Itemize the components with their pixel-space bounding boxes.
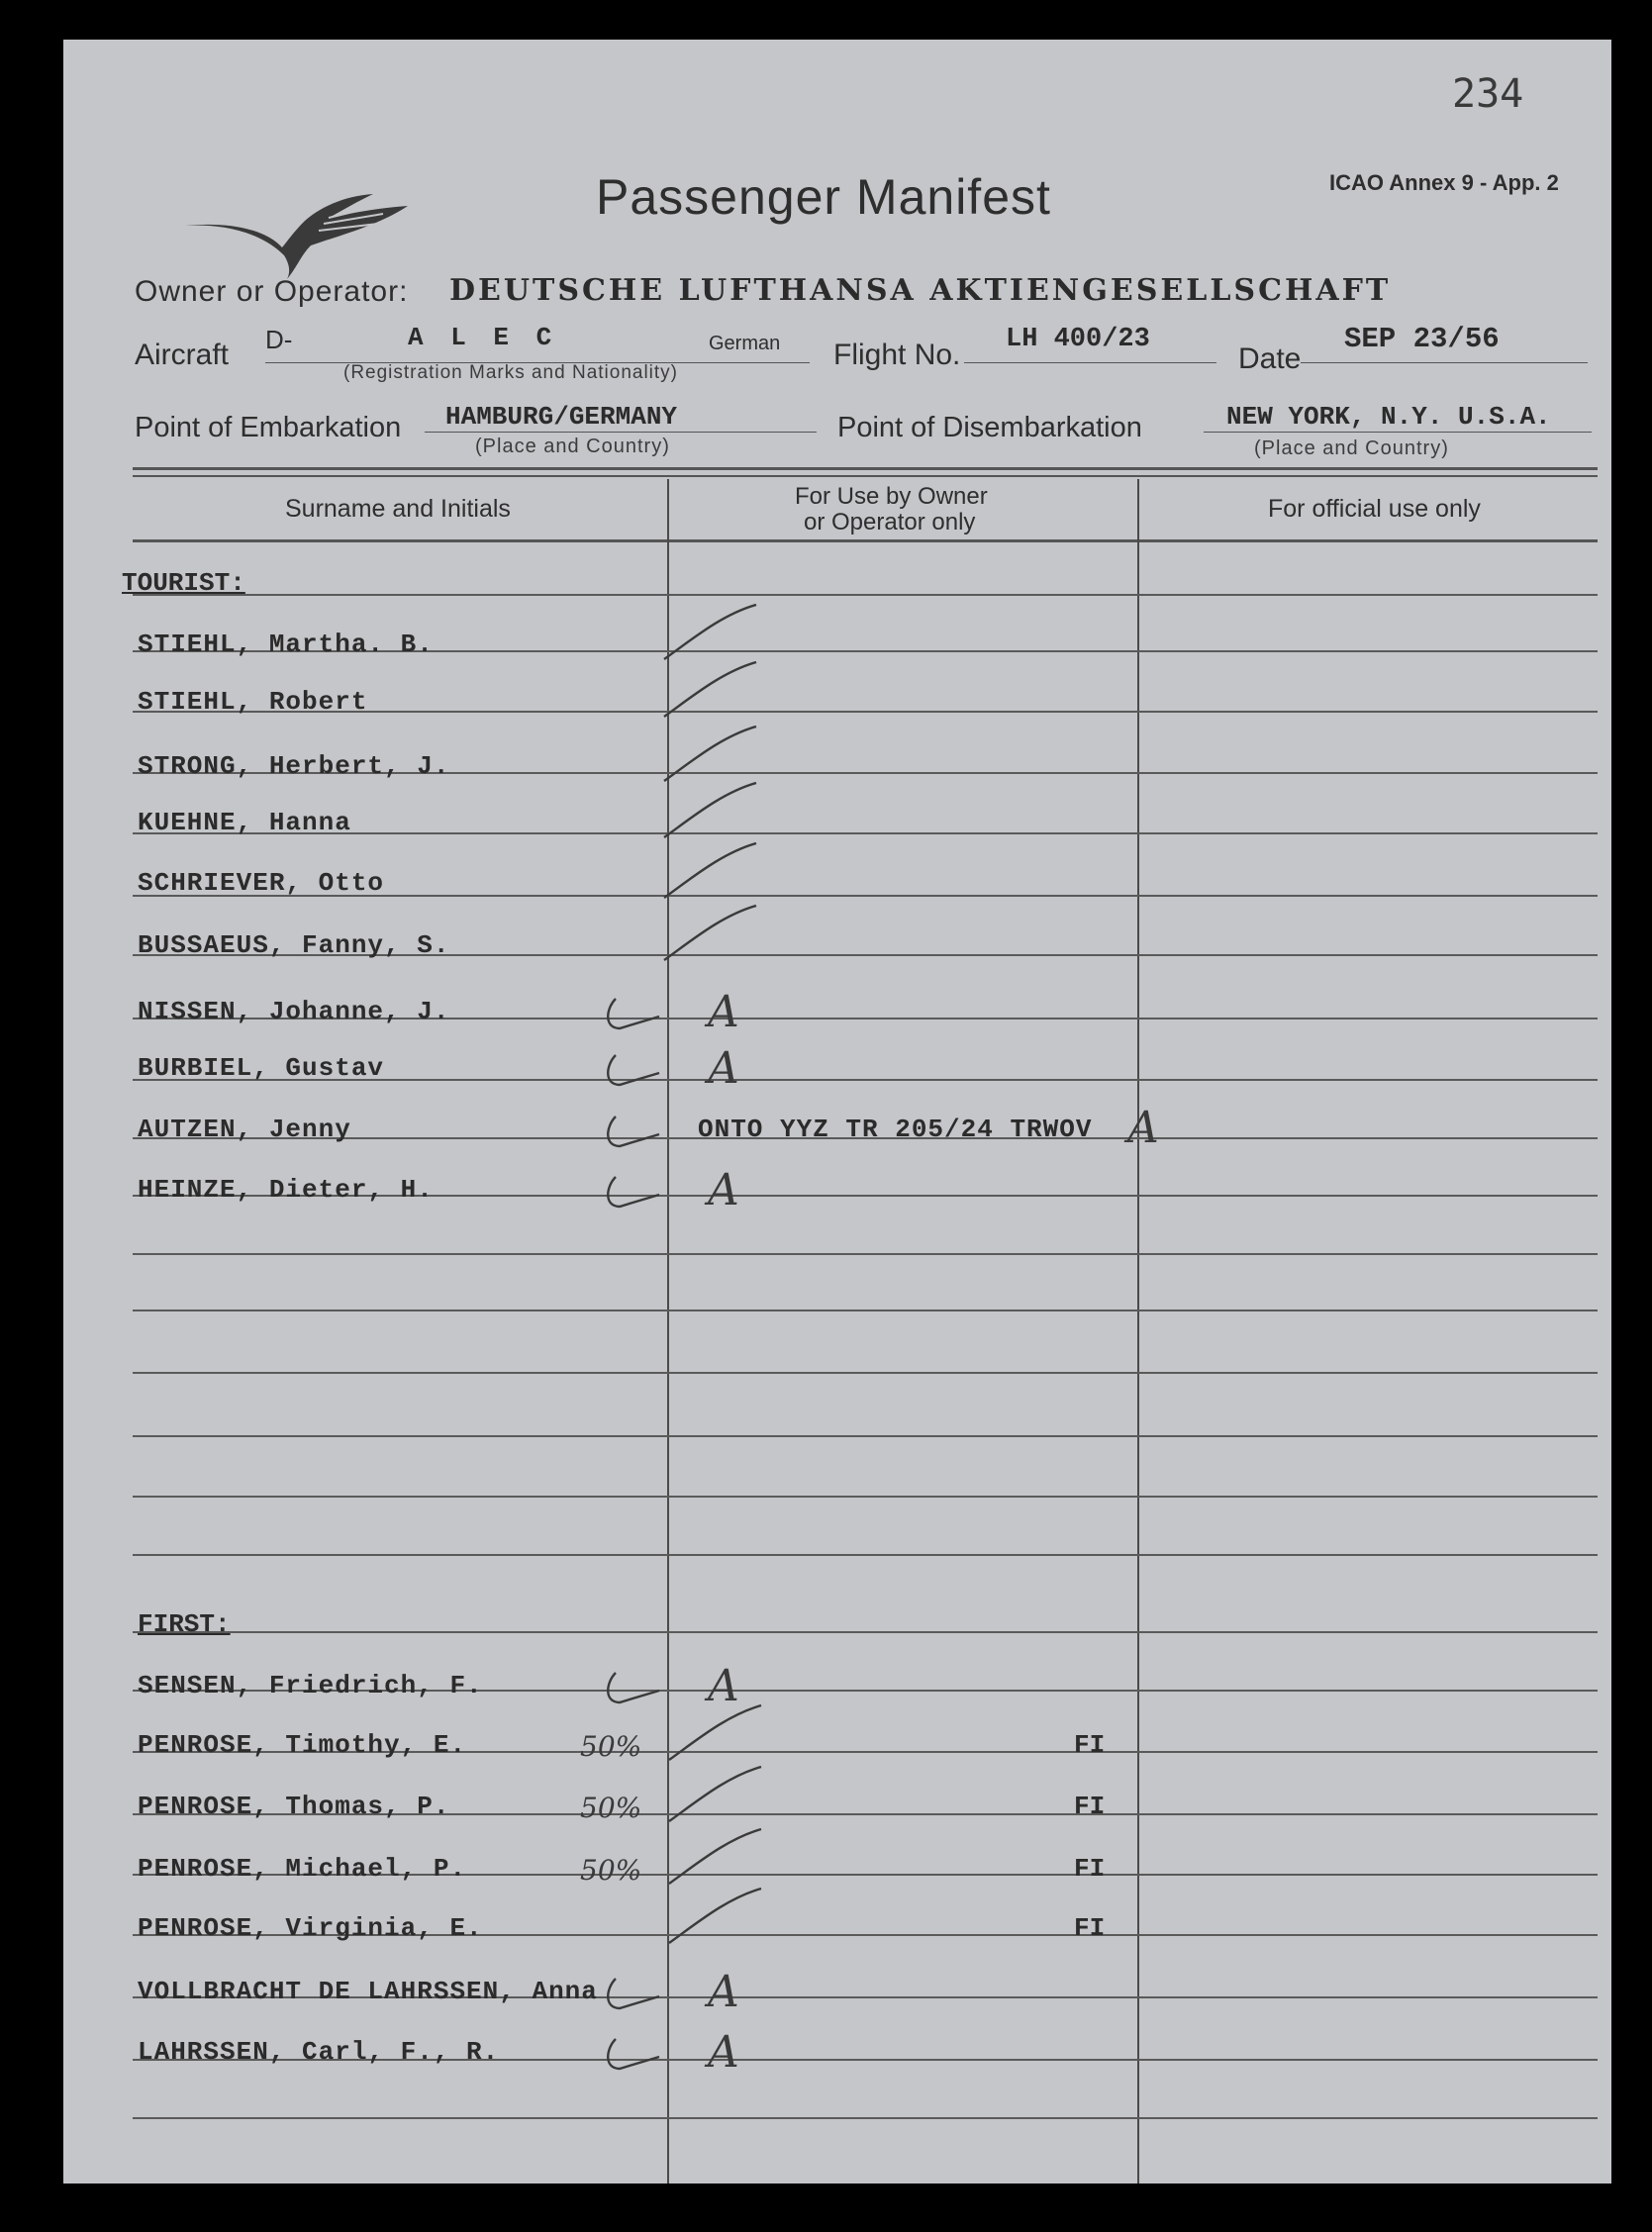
page-number: 234 [1452, 71, 1524, 117]
embarkation-line [425, 432, 817, 433]
aircraft-label: Aircraft [135, 339, 230, 371]
passenger-name: STIEHL, Martha. B. [138, 630, 434, 659]
disembarkation-value: NEW YORK, N.Y. U.S.A. [1226, 402, 1551, 432]
owner-label: Owner or Operator: [135, 275, 409, 308]
embarkation-label: Point of Embarkation [135, 412, 402, 443]
owner-value: DEUTSCHE LUFTHANSA AKTIENGESELLSCHAFT [449, 273, 1392, 308]
aircraft-nationality: German [709, 333, 781, 354]
tick-stroke-icon [598, 1107, 717, 1176]
passenger-name: PENROSE, Virginia, E. [138, 1913, 483, 1943]
passenger-row [63, 808, 1611, 847]
passenger-name: STIEHL, Robert [138, 687, 368, 717]
passenger-name: LAHRSSEN, Carl, F., R. [138, 2037, 500, 2067]
check-mark-a: A [708, 1967, 739, 2017]
tick-stroke-icon [657, 1762, 776, 1831]
tick-stroke-icon [652, 901, 771, 970]
column-header-operator-1: For Use by Owner [795, 483, 988, 510]
row-line [133, 1253, 1598, 1255]
column-header-rule [133, 539, 1598, 542]
row-line [133, 1631, 1598, 1633]
official-code: FI [1074, 1792, 1106, 1821]
fare-percent: 50% [580, 1730, 642, 1763]
passenger-name: STRONG, Herbert, J. [138, 751, 450, 781]
official-code: A [1127, 1103, 1159, 1153]
disembarkation-caption: (Place and Country) [1254, 437, 1449, 459]
check-mark-a: A [708, 1661, 739, 1711]
passenger-row [63, 868, 1611, 908]
passenger-row [63, 1661, 1611, 1711]
fare-percent: 50% [580, 1854, 642, 1887]
passenger-name: BURBIEL, Gustav [138, 1053, 385, 1083]
flight-value: LH 400/23 [1006, 325, 1150, 354]
row-line [133, 1372, 1598, 1374]
passenger-name: AUTZEN, Jenny [138, 1115, 351, 1144]
passenger-row [63, 1043, 1611, 1094]
official-code: FI [1074, 1913, 1106, 1943]
passenger-name: BUSSAEUS, Fanny, S. [138, 930, 450, 960]
passenger-name: HEINZE, Dieter, H. [138, 1175, 434, 1205]
row-line [133, 1310, 1598, 1311]
row-line [133, 2117, 1598, 2119]
passenger-row [63, 1103, 1611, 1154]
aircraft-prefix: D- [265, 325, 293, 354]
row-line [133, 1554, 1598, 1556]
column-header-name: Surname and Initials [285, 495, 511, 523]
passenger-row [63, 1792, 1611, 1831]
passenger-name: KUEHNE, Hanna [138, 808, 351, 837]
tick-stroke-icon [657, 1700, 776, 1770]
passenger-row [63, 630, 1611, 669]
passenger-name: VOLLBRACHT DE LAHRSSEN, Anna [138, 1977, 598, 2006]
passenger-name: PENROSE, Michael, P. [138, 1854, 467, 1884]
tick-stroke-icon [652, 657, 771, 727]
column-header-operator-2: or Operator only [804, 509, 976, 535]
official-code: FI [1074, 1730, 1106, 1760]
row-line [133, 1435, 1598, 1437]
tick-stroke-icon [598, 2029, 717, 2098]
date-label: Date [1238, 342, 1302, 375]
passenger-name: SCHRIEVER, Otto [138, 868, 385, 898]
passenger-row [63, 687, 1611, 727]
passenger-name: PENROSE, Timothy, E. [138, 1730, 467, 1760]
check-mark-a: A [708, 987, 739, 1037]
check-mark-a: A [708, 2027, 739, 2078]
passenger-name: PENROSE, Thomas, P. [138, 1792, 450, 1821]
passenger-row [63, 987, 1611, 1037]
check-mark-a: A [708, 1043, 739, 1094]
form-reference: ICAO Annex 9 - App. 2 [1329, 170, 1559, 195]
row-line [133, 1496, 1598, 1498]
date-line [1301, 362, 1588, 363]
row-line [133, 594, 1598, 596]
transfer-note: ONTO YYZ TR 205/24 TRWOV [698, 1115, 1093, 1144]
disembarkation-label: Point of Disembarkation [837, 412, 1142, 443]
tick-stroke-icon [657, 1884, 776, 1953]
passenger-name: NISSEN, Johanne, J. [138, 997, 450, 1026]
passenger-row [63, 1165, 1611, 1215]
aircraft-caption: (Registration Marks and Nationality) [343, 362, 679, 383]
fare-percent: 50% [580, 1792, 642, 1824]
passenger-row [63, 1913, 1611, 1953]
header-rule-top [133, 467, 1598, 470]
page-title: Passenger Manifest [596, 169, 1051, 225]
tick-stroke-icon [598, 1045, 717, 1115]
date-value: SEP 23/56 [1344, 323, 1500, 355]
embarkation-value: HAMBURG/GERMANY [445, 402, 678, 432]
disembarkation-line [1204, 432, 1592, 433]
passenger-row [63, 751, 1611, 791]
passenger-row [63, 2027, 1611, 2078]
manifest-page [63, 40, 1611, 2183]
check-mark-a: A [708, 1165, 739, 1215]
passenger-row [63, 1967, 1611, 2017]
header-rule-bottom [133, 475, 1598, 477]
crane-logo-icon [180, 176, 418, 285]
passenger-row [63, 930, 1611, 970]
passenger-row [63, 1730, 1611, 1770]
aircraft-value: A L E C [408, 323, 558, 352]
tick-stroke-icon [652, 778, 771, 847]
embarkation-caption: (Place and Country) [475, 436, 670, 457]
tick-stroke-icon [598, 1969, 717, 2038]
section-first: FIRST: [138, 1609, 231, 1639]
passenger-name: SENSEN, Friedrich, F. [138, 1671, 483, 1700]
column-header-official: For official use only [1268, 495, 1481, 523]
section-tourist: TOURIST: [122, 568, 245, 598]
passenger-row [63, 1854, 1611, 1893]
official-code: FI [1074, 1854, 1106, 1884]
flight-label: Flight No. [833, 339, 961, 371]
tick-stroke-icon [652, 838, 771, 908]
flight-line [964, 362, 1216, 363]
tick-stroke-icon [598, 1167, 717, 1236]
